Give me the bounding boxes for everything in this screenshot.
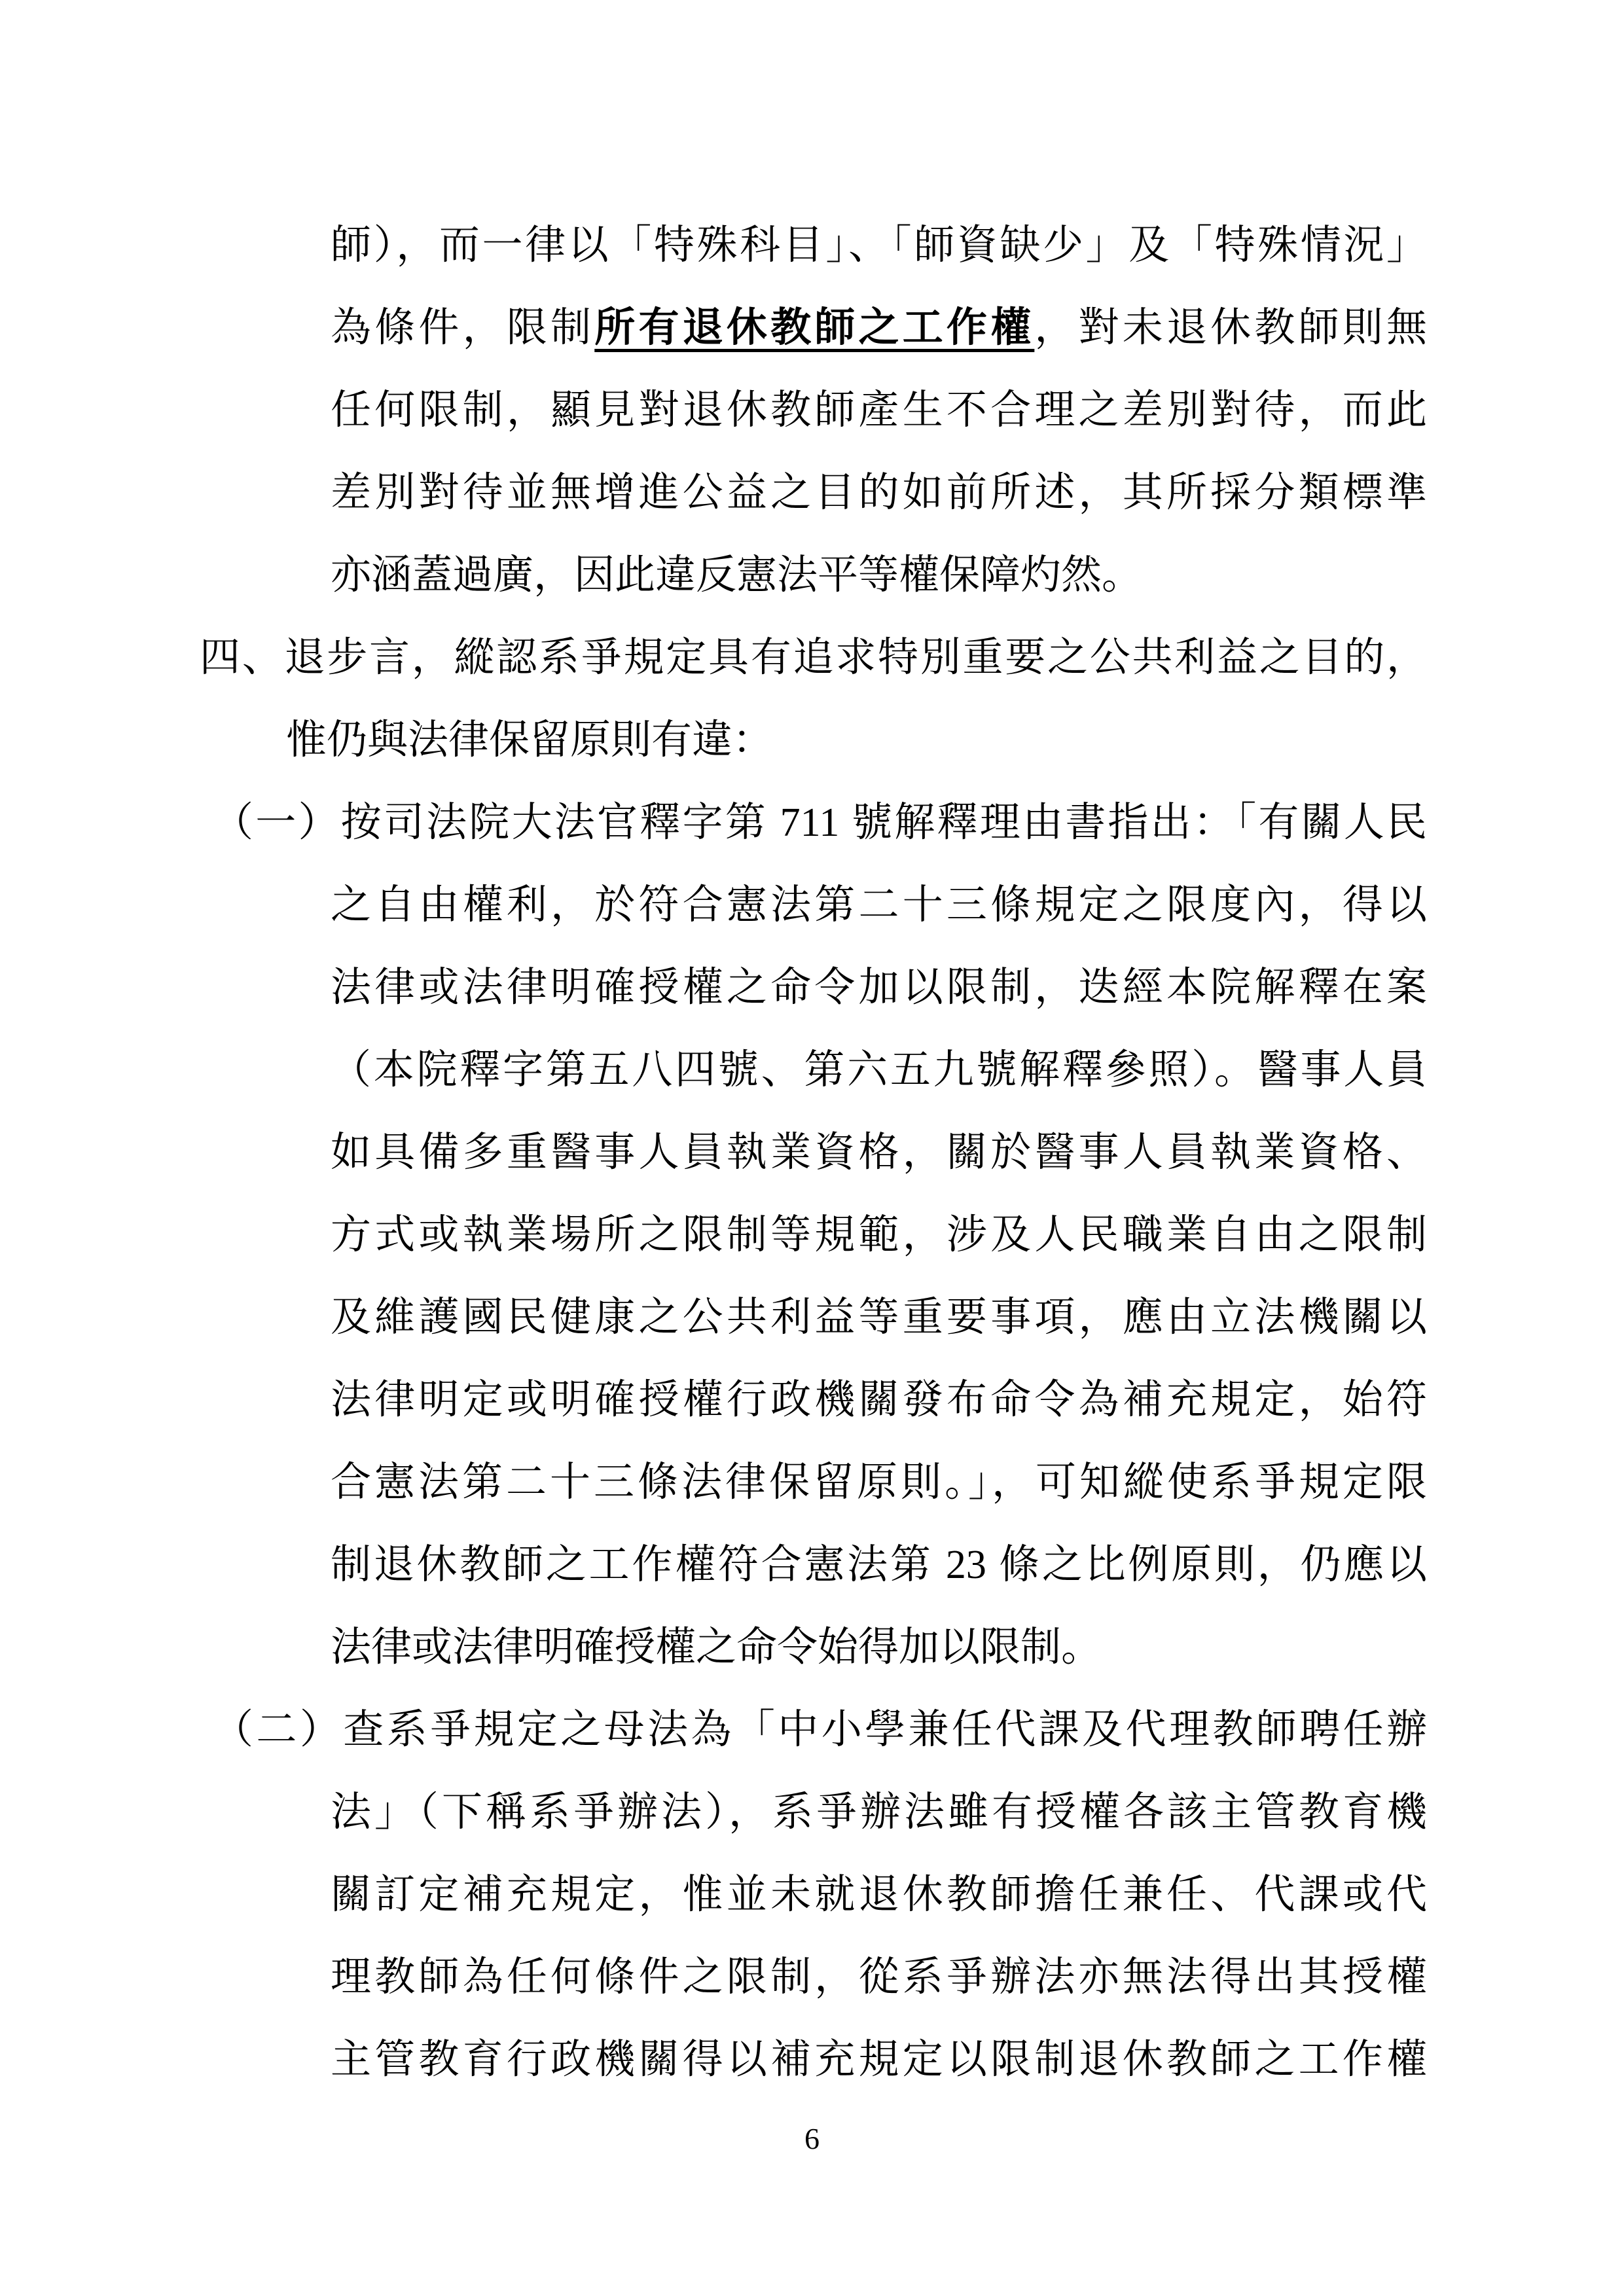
underlined-emphasis-text: 所有退休教師之工作權 — [594, 306, 1035, 350]
text-line: 主管教育行政機關得以補充規定以限制退休教師之工作權 — [331, 2037, 1427, 2082]
list-item-2-heading: （二）查系爭規定之母法為「中小學兼任代課及代理教師聘任辦 — [213, 1708, 1427, 1752]
list-item-1-heading: （一）按司法院大法官釋字第 711 號解釋理由書指出：「有關人民 — [213, 800, 1427, 845]
text-line: 法律或法律明確授權之命令始得加以限制。 — [331, 1625, 1102, 1670]
document-body — [0, 204, 1624, 2101]
text-line: 任何限制，顯見對退休教師產生不合理之差別對待，而此 — [331, 388, 1427, 433]
text-line: （本院釋字第五八四號、第六五九號解釋參照）。醫事人員 — [331, 1048, 1427, 1092]
text-line: 法」（下稱系爭辦法），系爭辦法雖有授權各該主管教育機 — [331, 1790, 1427, 1835]
text-line: 法律明定或明確授權行政機關發布命令為補充規定，始符 — [331, 1378, 1427, 1422]
text-line: 理教師為任何條件之限制，從系爭辦法亦無法得出其授權 — [331, 1955, 1427, 2000]
text-line: 師），而一律以「特殊科目」、「師資缺少」及「特殊情況」 — [331, 223, 1427, 268]
text-line: 如具備多重醫事人員執業資格，關於醫事人員執業資格、 — [331, 1130, 1427, 1175]
page-number: 6 — [804, 2122, 820, 2155]
text-line: 及維護國民健康之公共利益等重要事項，應由立法機關以 — [331, 1295, 1427, 1340]
text-line: 方式或執業場所之限制等規範，涉及人民職業自由之限制 — [331, 1213, 1427, 1257]
text-line: 惟仍與法律保留原則有違： — [286, 718, 774, 762]
text-line: 之自由權利，於符合憲法第二十三條規定之限度內，得以 — [331, 883, 1427, 927]
list-item-4-heading: 四、退步言，縱認系爭規定具有追求特別重要之公共利益之目的， — [200, 636, 1427, 680]
text-line: 關訂定補充規定，惟並未就退休教師擔任兼任、代課或代 — [331, 1873, 1427, 1917]
text-line: 差別對待並無增進公益之目的如前所述，其所採分類標準 — [331, 471, 1427, 515]
text-segment: ，對未退休教師則無 — [1034, 306, 1427, 350]
text-segment: 為條件，限制 — [331, 306, 595, 350]
text-line: 亦涵蓋過廣，因此違反憲法平等權保障灼然。 — [331, 553, 1143, 598]
text-line: 合憲法第二十三條法律保留原則。」，可知縱使系爭規定限 — [331, 1460, 1427, 1505]
text-line: 制退休教師之工作權符合憲法第 23 條之比例原則，仍應以 — [331, 1543, 1427, 1587]
text-line-with-emphasis — [0, 287, 1624, 369]
text-line: 法律或法律明確授權之命令加以限制，迭經本院解釋在案 — [331, 965, 1427, 1010]
